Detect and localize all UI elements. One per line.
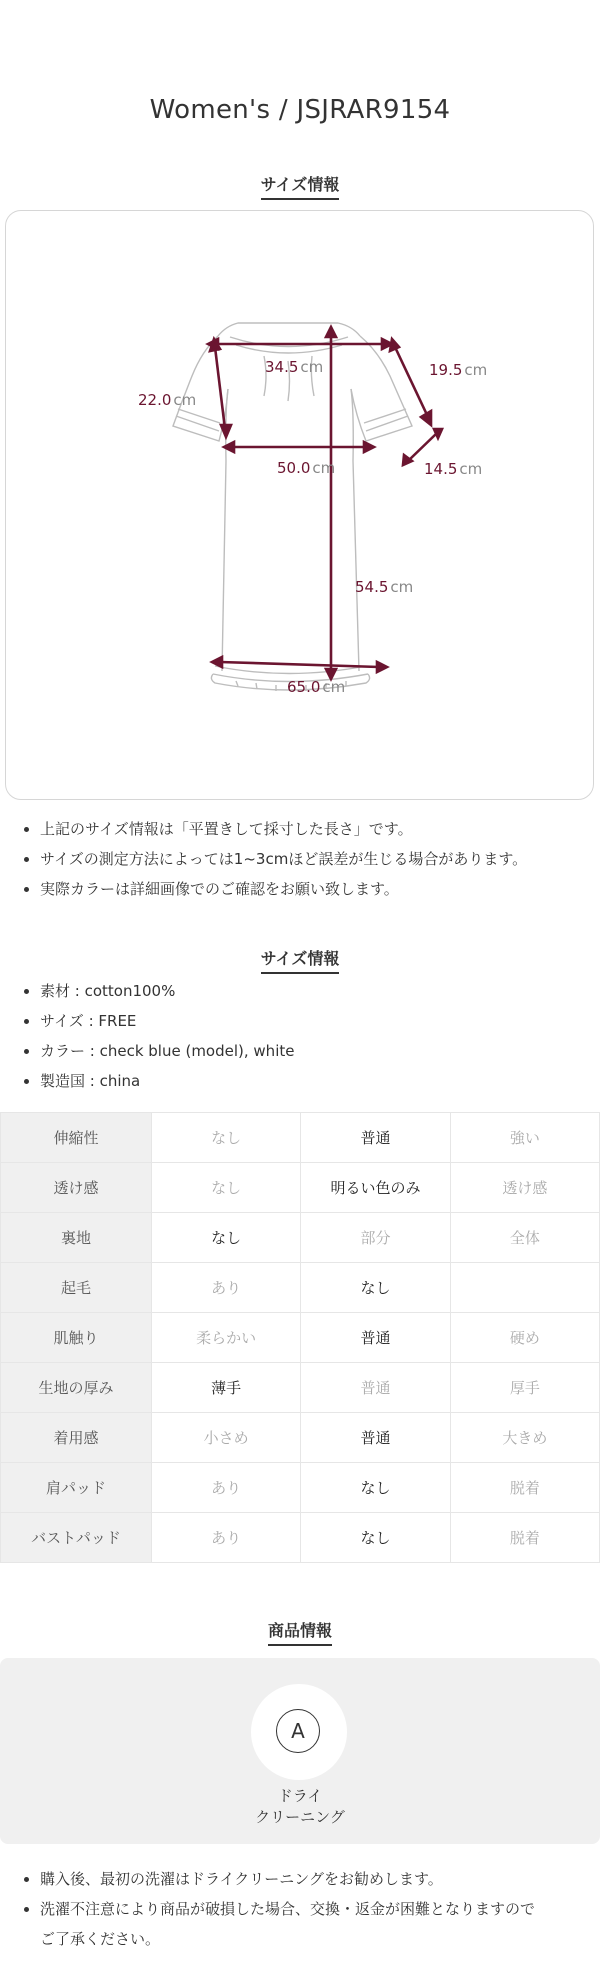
attribute-option: なし: [152, 1163, 301, 1213]
attribute-option: 強い: [450, 1113, 599, 1163]
size-diagram: [5, 210, 594, 800]
attribute-option: あり: [152, 1463, 301, 1513]
spec-material: • 素材 : cotton100%: [40, 976, 294, 1006]
attribute-option-selected: 明るい色のみ: [301, 1163, 450, 1213]
attribute-label: 起毛: [1, 1263, 152, 1313]
attribute-label: 生地の厚み: [1, 1363, 152, 1413]
size-notes-list: [22, 814, 527, 904]
attribute-option: 大きめ: [450, 1413, 599, 1463]
product-info-heading: 商品情報: [0, 1618, 600, 1646]
spec-size: • サイズ : FREE: [40, 1006, 294, 1036]
spec-color: • カラー : check blue (model), white: [40, 1036, 294, 1066]
armhole-measure-label: 22.0 cm: [138, 391, 197, 409]
attribute-label: 裏地: [1, 1213, 152, 1263]
fabric-attributes-table: [0, 1112, 600, 1563]
care-icon-badge: [251, 1684, 347, 1780]
size-note: • 上記のサイズ情報は「平置きして採寸した長さ」です。: [40, 814, 527, 844]
spec-origin: • 製造国 : china: [40, 1066, 294, 1096]
attribute-row: [1, 1513, 600, 1563]
attribute-option-selected: 普通: [301, 1413, 450, 1463]
attribute-option-selected: なし: [301, 1463, 450, 1513]
attribute-label: 透け感: [1, 1163, 152, 1213]
attribute-option: 普通: [301, 1363, 450, 1413]
attribute-row: [1, 1263, 600, 1313]
page-title: Women's / JSJRAR9154: [149, 95, 451, 125]
attribute-option: 全体: [450, 1213, 599, 1263]
attribute-option-selected: なし: [152, 1213, 301, 1263]
product-note: • 洗濯不注意により商品が破損した場合、交換・返金が困難となりますので: [40, 1894, 535, 1924]
attribute-option: なし: [152, 1113, 301, 1163]
sleeve-length-measure-label: 19.5 cm: [429, 361, 488, 379]
size-note: • サイズの測定方法によっては1~3cmほど誤差が生じる場合があります。: [40, 844, 527, 874]
size-info-heading: サイズ情報: [0, 172, 600, 200]
attribute-option-selected: 普通: [301, 1113, 450, 1163]
attribute-option: 脱着: [450, 1463, 599, 1513]
attribute-label: 着用感: [1, 1413, 152, 1463]
attribute-option-selected: なし: [301, 1513, 450, 1563]
attribute-option: 硬め: [450, 1313, 599, 1363]
attribute-row: [1, 1463, 600, 1513]
attribute-option: 小さめ: [152, 1413, 301, 1463]
attribute-row: [1, 1413, 600, 1463]
care-label: ドライ クリーニング: [255, 1787, 345, 1826]
attribute-label: バストパッド: [1, 1513, 152, 1563]
product-note: • 購入後、最初の洗濯はドライクリーニングをお勧めします。: [40, 1864, 535, 1894]
attribute-option-selected: 普通: [301, 1313, 450, 1363]
sleeve-opening-measure-label: 14.5 cm: [424, 460, 483, 478]
dress-outline-drawing: [6, 211, 593, 799]
attribute-option: あり: [152, 1263, 301, 1313]
attribute-option-selected: 薄手: [152, 1363, 301, 1413]
attribute-label: 肩パッド: [1, 1463, 152, 1513]
attribute-option: 厚手: [450, 1363, 599, 1413]
attribute-option: あり: [152, 1513, 301, 1563]
hem-measure-label: 65.0 cm: [287, 678, 346, 696]
product-notes-list: [22, 1864, 535, 1954]
chest-measure-label: 50.0 cm: [277, 459, 336, 477]
spec-heading: サイズ情報: [0, 946, 600, 974]
dry-cleaning-icon: A: [276, 1709, 320, 1753]
length-measure-label: 54.5 cm: [355, 578, 414, 596]
shoulder-measure-label: 34.5 cm: [265, 358, 324, 376]
attribute-option-selected: なし: [301, 1263, 450, 1313]
attribute-row: [1, 1363, 600, 1413]
attribute-row: [1, 1163, 600, 1213]
attribute-row: [1, 1213, 600, 1263]
attribute-option: 脱着: [450, 1513, 599, 1563]
attribute-option: [450, 1263, 599, 1313]
attribute-row: [1, 1113, 600, 1163]
attribute-label: 伸縮性: [1, 1113, 152, 1163]
spec-list: [22, 976, 294, 1096]
product-note-continued: ご了承ください。: [40, 1930, 161, 1948]
size-note: • 実際カラーは詳細画像でのご確認をお願い致します。: [40, 874, 527, 904]
attribute-label: 肌触り: [1, 1313, 152, 1363]
attribute-row: [1, 1313, 600, 1363]
care-instructions-box: [0, 1658, 600, 1844]
attribute-option: 部分: [301, 1213, 450, 1263]
attribute-option: 透け感: [450, 1163, 599, 1213]
attribute-option: 柔らかい: [152, 1313, 301, 1363]
